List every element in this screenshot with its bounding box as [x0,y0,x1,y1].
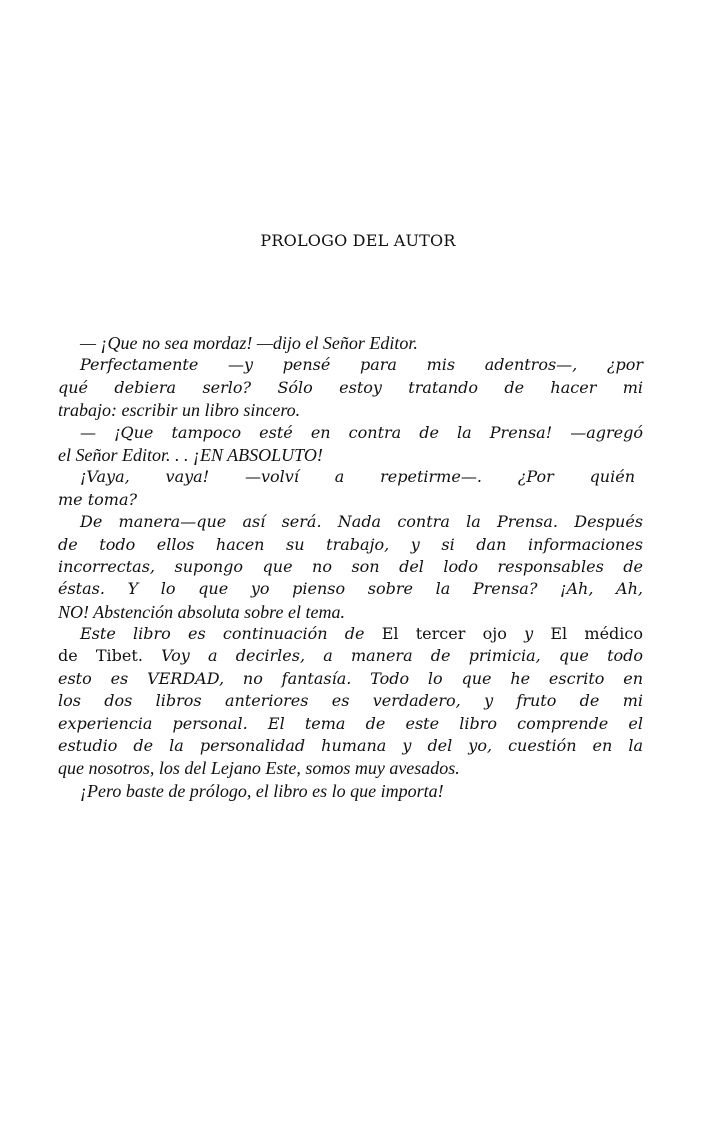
text-line: ¡Vaya, vaya! —volví a repetirme—. ¿Por quién [80,467,635,487]
text-line: trabajo: escribir un libro sincero. [58,400,301,421]
text-line: — ¡Que tampoco esté en contra de la Prensa! —agregó [80,422,643,442]
paragraph-1 [58,332,643,354]
text-line: esto es VERDAD, no fantasía. Todo lo que he escrito en [58,668,643,688]
text-line: experiencia personal. El tema de este libro comprende el [58,713,643,733]
text-line: qué debiera serlo? Sólo estoy tratando de hacer mi [58,377,643,397]
text-segment: Este libro es continuación de [80,624,382,644]
text-line: el Señor Editor. . . ¡EN ABSOLUTO! [58,444,323,465]
text-line: incorrectas, supongo que no son del lodo responsables de [58,556,643,576]
text-line: los dos libros anteriores es verdadero, y fruto de mi [58,691,643,711]
text-line [58,623,643,645]
book-title-el-medico: El médico [550,624,643,644]
text-line: éstas. Y lo que yo pienso sobre la Prensa? ¡Ah, Ah, [58,579,643,599]
book-title-de-tibet: de Tibet. [58,646,143,666]
book-title-el-tercer-ojo: El tercer ojo [381,624,507,644]
paragraph-6 [58,623,643,780]
text-line: Perfectamente —y pensé para mis adentros—, ¿por [80,355,643,375]
text-line: De manera—que así será. Nada contra la Prensa. Después [80,512,643,532]
paragraph-2 [58,354,643,421]
text-line: de todo ellos hacen su trabajo, y si dan informaciones [58,534,643,554]
page-title: PROLOGO DEL AUTOR [260,231,456,250]
text-segment: y [506,624,551,644]
text-line: — ¡Que no sea mordaz! —dijo el Señor Editor. [80,333,418,353]
paragraph-4 [58,466,643,511]
text-line [58,645,643,667]
text-line: NO! Abstención absoluta sobre el tema. [58,601,345,622]
paragraph-3 [58,422,643,467]
paragraph-7 [58,780,643,802]
text-segment: Voy a decirles, a manera de primicia, que todo [142,646,644,666]
text-line: que nosotros, los del Lejano Este, somos muy avesados. [58,758,460,779]
text-line: estudio de la personalidad humana y del yo, cuestión en la [58,736,643,756]
text-line: ¡Pero baste de prólogo, el libro es lo que importa! [80,780,444,801]
prologue-body [58,332,643,802]
text-line: me toma? [58,489,138,509]
paragraph-5 [58,511,643,623]
